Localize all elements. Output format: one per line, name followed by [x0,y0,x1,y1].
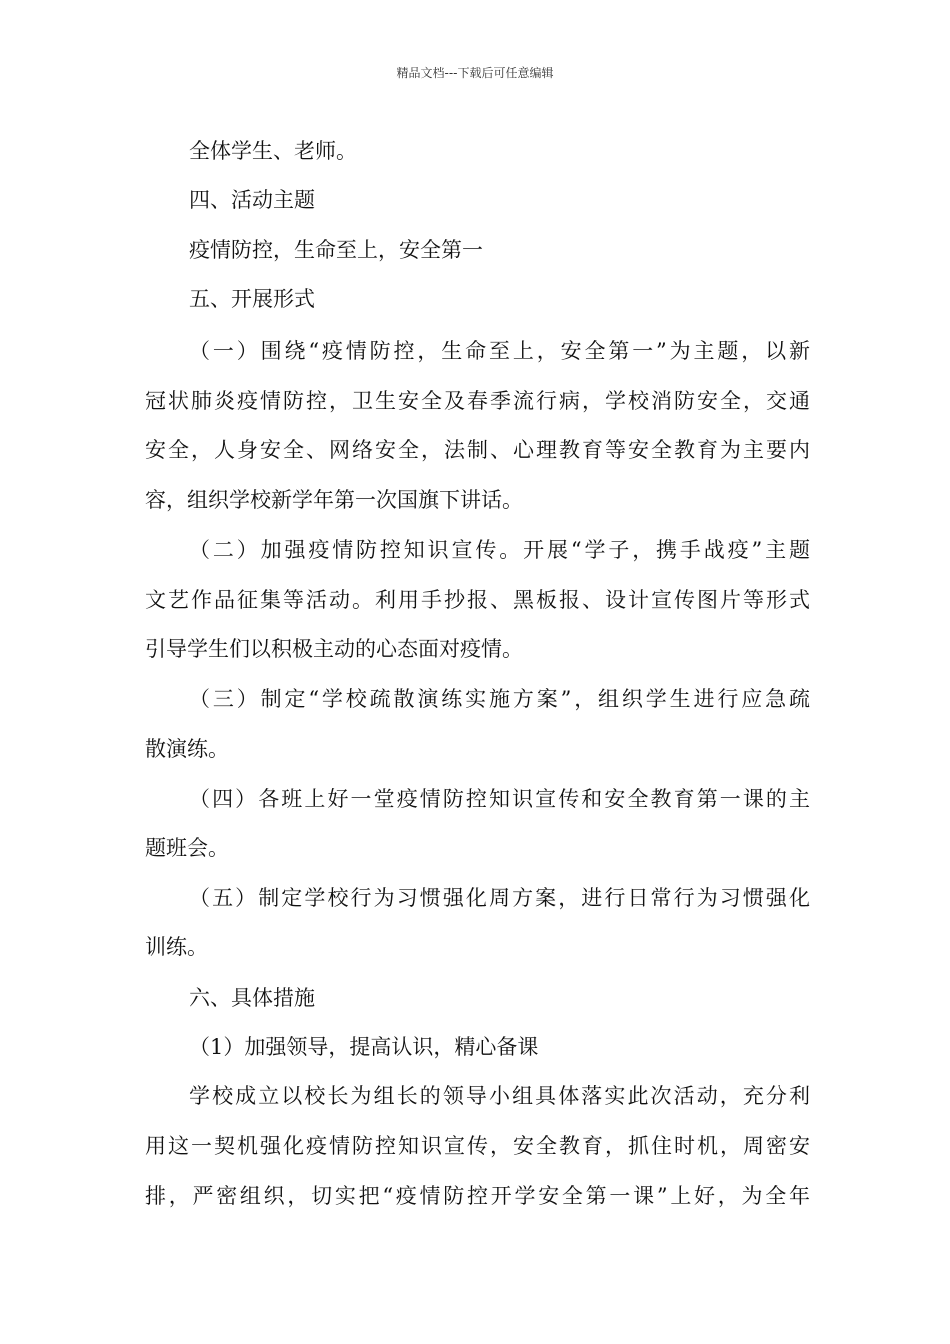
body-line: 容，组织学校新学年第一次国旗下讲话。 [145,488,523,512]
body-line: （五）制定学校行为习惯强化周方案，进行日常行为习惯强化 [189,886,810,910]
body-line: 安全，人身安全、网络安全，法制、心理教育等安全教育为主要内 [145,438,810,462]
body-line: 疫情防控，生命至上，安全第一 [189,238,483,262]
body-line: （三）制定“学校疏散演练实施方案”，组织学生进行应急疏 [189,687,810,711]
body-line: 全体学生、老师。 [189,139,357,163]
body-line: 题班会。 [145,836,229,860]
body-line: 散演练。 [145,737,229,761]
body-line: （四）各班上好一堂疫情防控知识宣传和安全教育第一课的主 [189,787,810,811]
subsection-heading: （1）加强领导，提高认识，精心备课 [189,1035,539,1059]
body-line: 学校成立以校长为组长的领导小组具体落实此次活动，充分利 [189,1084,810,1108]
section-heading: 六、具体措施 [189,986,315,1010]
body-line: 冠状肺炎疫情防控，卫生安全及春季流行病，学校消防安全，交通 [145,389,810,413]
body-line: 用这一契机强化疫情防控知识宣传，安全教育，抓住时机，周密安 [145,1134,810,1158]
body-line: （二）加强疫情防控知识宣传。开展“学子，携手战疫”主题 [189,538,810,562]
body-line: 训练。 [145,935,208,959]
body-line: （一）围绕“疫情防控，生命至上，安全第一”为主题，以新 [189,339,810,363]
body-line: 排，严密组织，切实把“疫情防控开学安全第一课”上好，为全年 [145,1184,810,1208]
section-heading: 四、活动主题 [189,188,315,212]
section-heading: 五、开展形式 [189,287,315,311]
page-header: 精品文档---下载后可任意编辑 [396,66,554,80]
body-line: 文艺作品征集等活动。利用手抄报、黑板报、设计宣传图片等形式 [145,588,810,612]
body-line: 引导学生们以积极主动的心态面对疫情。 [145,637,523,661]
